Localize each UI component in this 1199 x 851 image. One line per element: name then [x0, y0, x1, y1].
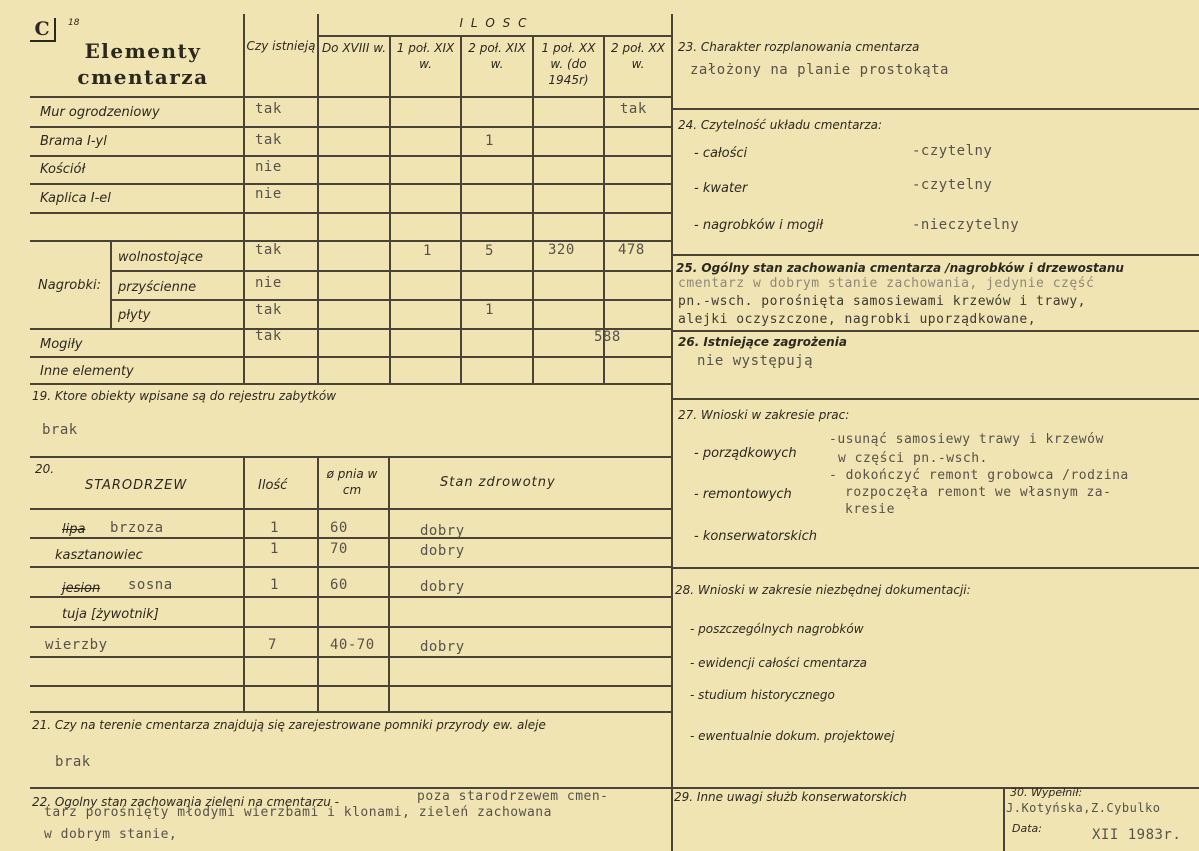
s24-item: - kwater: [694, 181, 748, 196]
col-header: 2 poł. XX w.: [611, 41, 665, 71]
cell-value: 478: [618, 242, 645, 258]
col-header: Do XVIII w.: [321, 41, 387, 55]
s19-value: brak: [42, 422, 78, 438]
s20-header-stan: Stan zdrowotny: [440, 475, 556, 490]
rule: [243, 456, 245, 711]
s24-value: -nieczytelny: [912, 217, 1020, 233]
s27-text: w części pn.-wsch.: [838, 451, 988, 466]
rule: [30, 596, 671, 598]
rule: [532, 36, 534, 383]
s29-label: 29. Inne uwagi służb konserwatorskich: [674, 790, 907, 804]
tree-count: 7: [268, 637, 277, 653]
s19-label: 19. Ktore obiekty wpisane są do rejestru zabytków: [32, 389, 337, 403]
tree-diameter: 40-70: [330, 637, 375, 653]
s27-text: rozpoczęła remont we własnym za-: [845, 485, 1112, 500]
tree-count: 1: [270, 577, 279, 593]
col-header: 1 poł. XX w. (do 1945r): [541, 41, 596, 87]
s30-date: XII 1983r.: [1092, 827, 1182, 843]
row-label: Inne elementy: [40, 364, 134, 379]
s24-label: 24. Czytelność układu cmentarza:: [678, 118, 883, 132]
s27-item: - konserwatorskich: [694, 529, 817, 544]
s24-value: -czytelny: [912, 143, 993, 159]
row-label: Kościół: [40, 162, 86, 177]
s25-text: pn.-wsch. porośnięta samosiewami krzewów i trawy,: [678, 294, 1087, 309]
s25-label: 25. Ogólny stan zachowania cmentarza /nagrobków i drzewostanu: [676, 261, 1124, 275]
cell-value: 320: [548, 242, 575, 258]
s28-item: - ewidencji całości cmentarza: [690, 656, 868, 670]
cell-czy: tak: [255, 302, 282, 318]
cell-czy: tak: [255, 132, 282, 148]
tree-count: 1: [270, 541, 279, 557]
tree-name: wierzby: [45, 637, 108, 653]
tree-count: 1: [270, 520, 279, 536]
cell-value: 588: [594, 329, 621, 345]
page-title: Elementy cmentarza: [77, 39, 209, 89]
s22-label: 22. Ogolny stan zachowania zieleni na cmentarzu -: [32, 795, 339, 809]
cell-czy: nie: [255, 159, 282, 175]
col-header: 2 poł. XIX w.: [468, 41, 526, 71]
cell-value: 1: [485, 302, 494, 318]
s22-text: tarz porośnięty młodymi wierzbami i klonami, zieleń zachowana: [44, 805, 552, 820]
rule: [110, 299, 671, 301]
s24-item: - całości: [694, 146, 748, 161]
tree-name: tuja [żywotnik]: [62, 607, 159, 622]
rule: [30, 240, 671, 242]
s22-text: poza starodrzewem cmen-: [417, 789, 609, 804]
rule: [30, 656, 671, 658]
rule: [30, 155, 671, 157]
cell-value: 1: [485, 133, 494, 149]
row-label: Mur ogrodzeniowy: [40, 105, 160, 120]
s27-label: 27. Wnioski w zakresie prac:: [678, 408, 850, 422]
rule: [110, 270, 671, 272]
s27-item: - porządkowych: [694, 446, 797, 461]
s20-num: 20.: [35, 462, 55, 476]
row-label: Brama I-yl: [40, 134, 107, 149]
row-label: Mogiły: [40, 337, 83, 352]
tree-diameter: 60: [330, 520, 348, 536]
cell-value: tak: [620, 101, 647, 117]
rule: [389, 36, 391, 383]
czy-istnieja-header: Czy istnieją: [246, 39, 316, 53]
row-label: Kaplica I-el: [40, 191, 111, 206]
rule: [671, 330, 1199, 332]
tree-health: dobry: [420, 639, 465, 655]
tree-name: kasztanowiec: [55, 548, 143, 563]
s30-value: J.Kotyńska,Z.Cybulko: [1006, 801, 1161, 815]
tree-diameter: 60: [330, 577, 348, 593]
rule: [388, 456, 390, 711]
rule: [30, 566, 671, 568]
rule: [30, 383, 671, 385]
s24-value: -czytelny: [912, 177, 993, 193]
tree-name: brzoza: [110, 520, 164, 536]
s21-value: brak: [55, 754, 91, 770]
cell-czy: tak: [255, 242, 282, 258]
s28-item: - ewentualnie dokum. projektowej: [690, 729, 895, 743]
cell-value: 5: [485, 243, 494, 259]
rule: [460, 36, 462, 383]
rule: [671, 398, 1199, 400]
s28-item: - studium historycznego: [690, 688, 835, 702]
tree-health: dobry: [420, 543, 465, 559]
section-code-sup: 18: [68, 18, 80, 28]
row-label: wolnostojące: [118, 250, 203, 265]
rule: [30, 328, 671, 330]
s26-value: nie występują: [697, 353, 814, 369]
rule: [30, 508, 671, 510]
s30-date-label: Data:: [1012, 822, 1042, 835]
cell-czy: tak: [255, 328, 282, 344]
rule: [30, 96, 671, 98]
s24-item: - nagrobków i mogił: [694, 218, 824, 233]
col-header: 1 poł. XIX w.: [396, 41, 455, 71]
s28-label: 28. Wnioski w zakresie niezbędnej dokumentacji:: [675, 583, 971, 597]
s20-header-pien: ø pnia w cm: [326, 467, 378, 497]
tree-name-struck: lipa: [62, 522, 86, 537]
tree-name: sosna: [128, 577, 173, 593]
s25-text: cmentarz w dobrym stanie zachowania, jedynie część: [678, 276, 1095, 291]
nagrobki-label: Nagrobki:: [38, 278, 102, 293]
rule: [671, 108, 1199, 110]
rule: [30, 183, 671, 185]
rule: [30, 126, 671, 128]
rule: [1003, 787, 1005, 851]
center-divider: [671, 14, 673, 851]
s27-text: - dokończyć remont grobowca /rodzina: [829, 468, 1129, 483]
rule: [317, 456, 319, 711]
s27-item: - remontowych: [694, 487, 792, 502]
cell-czy: nie: [255, 186, 282, 202]
s26-label: 26. Istniejące zagrożenia: [678, 335, 847, 349]
tree-diameter: 70: [330, 541, 348, 557]
rule: [671, 254, 1199, 256]
rule: [671, 567, 1199, 569]
s28-item: - poszczególnych nagrobków: [690, 622, 864, 636]
s27-text: kresie: [845, 502, 895, 517]
row-label: przyścienne: [118, 280, 197, 295]
s23-value: założony na planie prostokąta: [690, 62, 949, 78]
ilosc-header: I L O S C: [459, 16, 529, 30]
s20-header-name: STARODRZEW: [85, 478, 188, 493]
rule: [110, 240, 112, 328]
s20-header-ilosc: Ilość: [258, 478, 288, 493]
rule: [30, 456, 671, 458]
s30-label: 30. Wypełnił:: [1010, 786, 1083, 799]
rule: [30, 537, 671, 539]
section-code: C: [30, 18, 56, 42]
rule: [30, 626, 671, 628]
rule: [30, 356, 671, 358]
tree-health: dobry: [420, 523, 465, 539]
rule: [30, 212, 671, 214]
s25-text: alejki oczyszczone, nagrobki uporządkowane,: [678, 312, 1037, 327]
row-label: płyty: [118, 308, 151, 323]
cell-czy: nie: [255, 275, 282, 291]
rule: [317, 35, 671, 37]
s22-text: w dobrym stanie,: [44, 827, 178, 842]
s23-label: 23. Charakter rozplanowania cmentarza: [678, 40, 920, 54]
cell-czy: tak: [255, 101, 282, 117]
cell-value: 1: [423, 243, 432, 259]
tree-name-struck: jesion: [62, 581, 101, 596]
tree-health: dobry: [420, 579, 465, 595]
rule: [30, 685, 671, 687]
rule: [30, 711, 671, 713]
s21-label: 21. Czy na terenie cmentarza znajdują się zarejestrowane pomniki przyrody ew. aleje: [32, 718, 546, 732]
s27-text: -usunąć samosiewy trawy i krzewów: [829, 432, 1104, 447]
